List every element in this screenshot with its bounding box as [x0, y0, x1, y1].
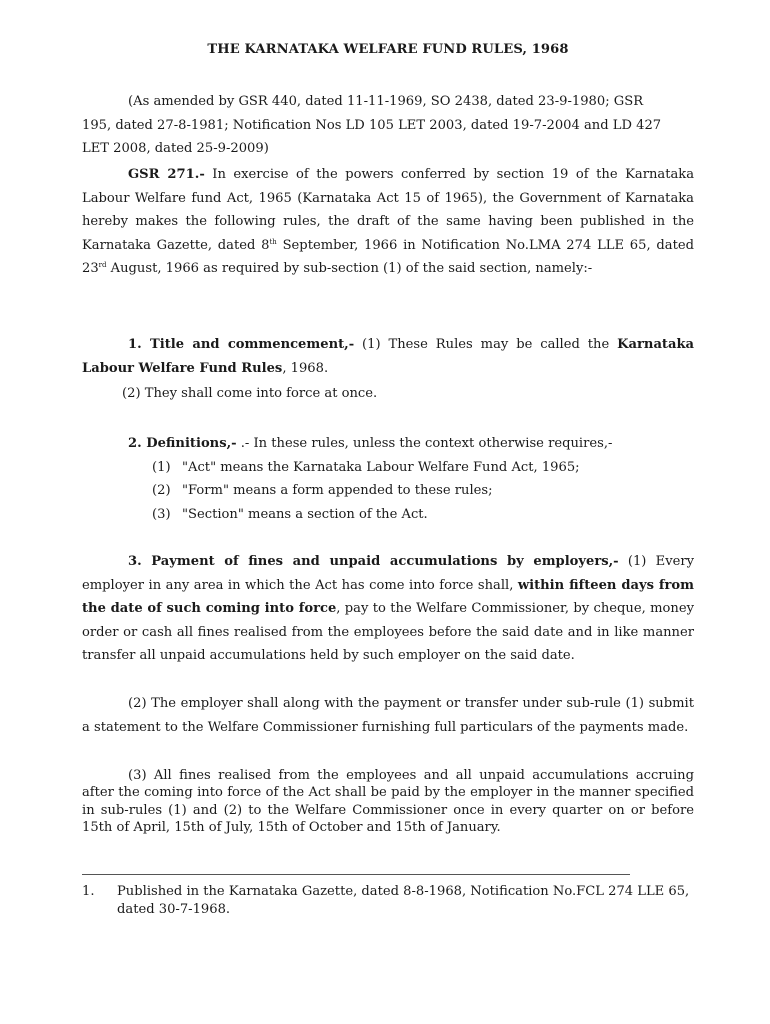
rule-3-subrule-2: (2) The employer shall along with the payment or transfer under sub-rule (1) submit a statement to the Welfare Commissioner furnishing full particulars of the payments made. — [82, 696, 694, 735]
amendment-line-2: 195, dated 27-8-1981; Notification Nos LD 105 LET 2003, dated 19-7-2004 and LD 427 — [82, 118, 662, 133]
rule-1-subrule-2: (2) They shall come into force at once. — [122, 386, 378, 401]
rule-1-heading: 1. Title and commencement,- — [128, 337, 355, 352]
rule-1-paragraph: 1. Title and commencement,- (1) These Rules may be called the Karnataka Labour Welfare Fund Rules, 1968. — [82, 337, 695, 376]
rule-3-subrule-3: (3) All fines realised from the employees and all unpaid accumulations accruing after the coming into force of the Act shall be paid by the employer in the manner specified in sub-rules (1) and (2) to the Welfare Commissioner once in every quarter on or before 15th of April, 15th of July, 15th of October and 15th of January. — [82, 768, 694, 836]
footnote-text: Published in the Karnataka Gazette, dated 8-8-1968, Notification No.FCL 274 LLE 65, dated 30-7-1968. — [117, 884, 690, 917]
rule-3-deadline: within fifteen days from the date of such coming into force — [82, 577, 694, 617]
amendment-line-3: LET 2008, dated 25-9-2009) — [82, 141, 269, 156]
footnote-divider — [82, 874, 630, 875]
rule-2-heading: 2. Definitions,- — [128, 436, 237, 451]
preamble-paragraph: GSR 271.- In exercise of the powers conferred by section 19 of the Karnataka Labour Welfare fund Act, 1965 (Karnataka Act 15 of 1965), the Government of Karnataka hereby makes the following rules, the draft of the same having been published in the Karnataka Gazette, dated 8th September, 1966 in Notification No.LMA 274 LLE 65, dated 23rd August, 1966 as required by sub-section (1) of the said section, namely:- — [82, 167, 695, 277]
amendment-line-1: (As amended by GSR 440, dated 11-11-1969, SO 2438, dated 23-9-1980; GSR — [128, 94, 644, 109]
rules-name: Karnataka Labour Welfare Fund Rules — [82, 337, 695, 376]
definition-item: (3) "Section" means a section of the Act. — [152, 507, 428, 522]
rule-3-heading: 3. Payment of fines and unpaid accumulations by employers,- — [128, 554, 619, 569]
rule-2-heading-line: 2. Definitions,- .- In these rules, unless the context otherwise requires,- — [128, 436, 613, 451]
rule-3-paragraph: 3. Payment of fines and unpaid accumulations by employers,- (1) Every employer in any area in which the Act has come into force shall, within fifteen days from the date of such coming into force, pay to the Welfare Commissioner, by cheque, money order or cash all fines realised from the employees before the said date and in like manner transfer all unpaid accumulations held by such employer on the said date. — [82, 554, 694, 664]
document-title: THE KARNATAKA WELFARE FUND RULES, 1968 — [207, 42, 569, 57]
footnote-number: 1. — [82, 884, 95, 899]
definition-item: (1) "Act" means the Karnataka Labour Welfare Fund Act, 1965; — [152, 460, 580, 475]
preamble-label: GSR 271.- — [128, 167, 205, 182]
definition-item: (2) "Form" means a form appended to these rules; — [152, 483, 493, 498]
